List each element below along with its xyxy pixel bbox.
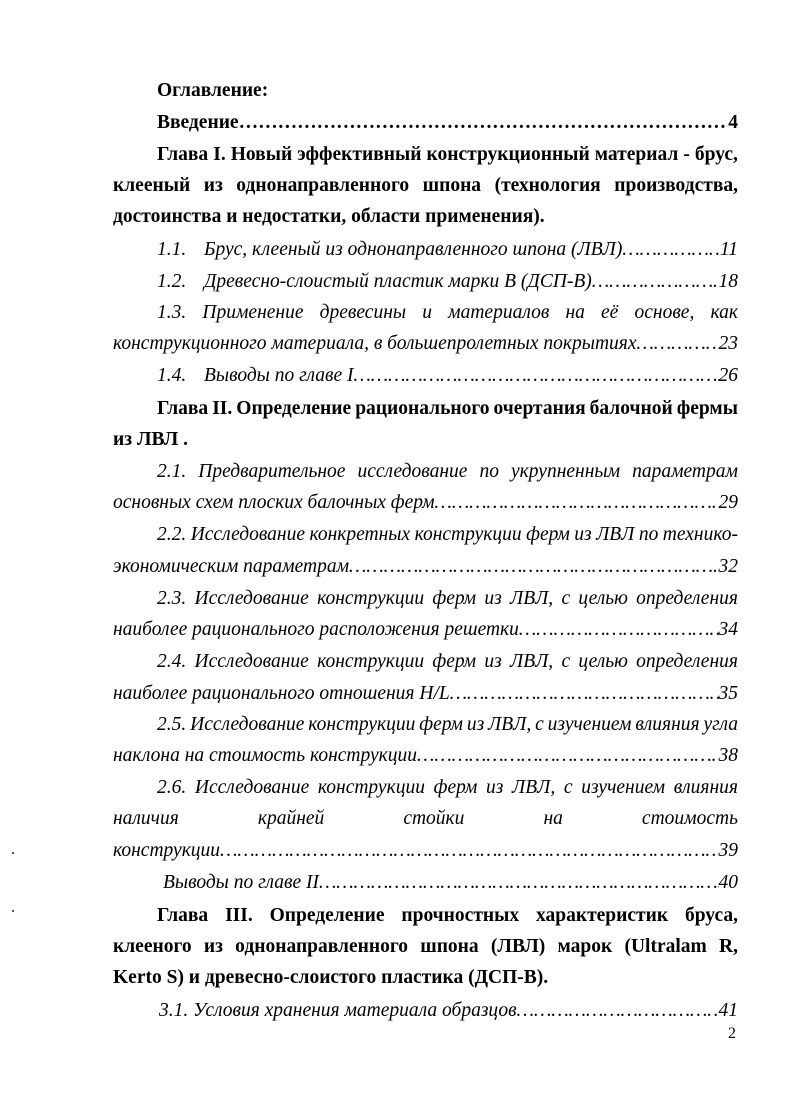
toc-entry-1-4[interactable]: [157, 364, 738, 388]
entry-label: основных схем плоских балочных ферм: [113, 492, 435, 513]
toc-entry-2-4-line-1[interactable]: 2.4. Исследование конструкции ферм из ЛВЛ, с целью определения: [157, 651, 738, 672]
entry-number: 1.4.: [157, 365, 187, 386]
toc-entry-2-5-line-2[interactable]: [113, 744, 738, 768]
toc-entry-chapter-2-conclusion[interactable]: [163, 871, 738, 895]
scan-speck: [12, 852, 14, 854]
entry-label: Брус, клееный из однонаправленного шпона (ЛВЛ): [204, 239, 623, 260]
entry-page: 11: [719, 239, 738, 260]
leader-dots: [622, 238, 720, 262]
entry-label: наклона на стоимость конструкции: [113, 745, 418, 766]
entry-page: 34: [718, 619, 738, 640]
leader-dots: [637, 332, 719, 356]
toc-entry-2-2-line-2[interactable]: [113, 555, 738, 579]
page-number: 2: [728, 1025, 736, 1042]
leader-dots: [519, 618, 719, 642]
entry-number: 1.1.: [157, 239, 187, 260]
toc-entry-2-2-line-1[interactable]: 2.2. Исследование конкретных конструкции ферм из ЛВЛ по технико-: [157, 524, 738, 545]
entry-label: 3.1. Условия хранения материала образцов: [159, 1000, 517, 1021]
entry-label: Введение: [157, 112, 239, 133]
leader-dots: [417, 744, 718, 768]
toc-entry-2-6-line-3[interactable]: [113, 839, 738, 863]
leader-dots: [220, 839, 718, 863]
entry-page: 26: [718, 365, 738, 386]
toc-entry-1-3-line-1[interactable]: 1.3. Применение древесины и материалов на её основе, как: [157, 302, 738, 323]
entry-label: Выводы по главе II: [163, 872, 319, 893]
leader-dots: [592, 270, 719, 294]
toc-entry-2-6-line-1[interactable]: 2.6. Исследование конструкции ферм из ЛВЛ, с изучением влияния: [157, 777, 738, 798]
leader-dots: [450, 682, 719, 706]
entry-page: 40: [718, 872, 738, 893]
entry-page: 23: [718, 333, 738, 354]
toc-title: Оглавление:: [157, 80, 269, 101]
leader-dots: [517, 999, 719, 1023]
toc-entry-2-3-line-1[interactable]: 2.3. Исследование конструкции ферм из ЛВЛ, с целью определения: [157, 588, 738, 609]
chapter-1-heading-line-2[interactable]: клееный из однонаправленного шпона (технология производства,: [113, 175, 738, 196]
chapter-3-heading-line-1[interactable]: Глава III. Определение прочностных характеристик бруса,: [157, 905, 738, 926]
entry-label: Древесно-слоистый пластик марки В (ДСП-В): [204, 271, 592, 292]
toc-entry-2-6-line-2[interactable]: наличия крайней стойки на стоимость: [113, 808, 738, 829]
entry-page: 41: [718, 1000, 738, 1021]
toc-entry-1-2[interactable]: [157, 270, 738, 294]
toc-entry-intro[interactable]: [157, 111, 738, 135]
entry-label: конструкции: [113, 840, 221, 861]
entry-label: экономическим параметрам: [113, 556, 350, 577]
chapter-2-heading-line-2[interactable]: из ЛВЛ .: [113, 429, 189, 450]
toc-entry-2-1-line-1[interactable]: 2.1. Предварительное исследование по укрупненным параметрам: [157, 461, 738, 482]
entry-page: 38: [718, 745, 738, 766]
entry-page: 18: [718, 271, 738, 292]
entry-page: 35: [718, 683, 738, 704]
toc-entry-2-5-line-1[interactable]: 2.5. Исследование конструкции ферм из ЛВЛ, с изучением влияния угла: [157, 714, 738, 735]
toc-entry-2-3-line-2[interactable]: [113, 618, 738, 642]
leader-dots: [239, 111, 729, 135]
chapter-1-heading-line-1[interactable]: Глава I. Новый эффективный конструкционный материал - брус,: [157, 144, 738, 165]
toc-entry-2-1-line-2[interactable]: [113, 491, 738, 515]
scan-speck: [12, 910, 14, 912]
entry-page: 32: [718, 556, 738, 577]
leader-dots: [353, 364, 718, 388]
leader-dots: [319, 871, 719, 895]
entry-label: наиболее рационального отношения H/L: [113, 683, 450, 704]
entry-number: 1.2.: [157, 271, 187, 292]
toc-entry-2-4-line-2[interactable]: [113, 682, 738, 706]
leader-dots: [435, 491, 719, 515]
chapter-1-heading-line-3[interactable]: достоинства и недостатки, области применения).: [113, 206, 545, 227]
leader-dots: [349, 555, 718, 579]
toc-entry-3-1[interactable]: [159, 999, 738, 1023]
chapter-3-heading-line-3[interactable]: Kerto S) и древесно-слоистого пластика (ДСП-В).: [113, 967, 549, 988]
entry-label: Выводы по главе I: [204, 365, 354, 386]
entry-page: 39: [718, 840, 738, 861]
entry-label: наиболее рационального расположения решетки: [113, 619, 519, 640]
toc-entry-1-3-line-2[interactable]: [113, 332, 738, 356]
entry-page: 4: [728, 112, 738, 133]
toc-entry-1-1[interactable]: [157, 238, 738, 262]
chapter-3-heading-line-2[interactable]: клееного из однонаправленного шпона (ЛВЛ) марок (Ultralam R,: [113, 936, 738, 957]
entry-label: конструкционного материала, в большепролетных покрытиях: [113, 333, 637, 354]
entry-page: 29: [718, 492, 738, 513]
chapter-2-heading-line-1[interactable]: Глава II. Определение рационального очертания балочной фермы: [157, 398, 738, 419]
